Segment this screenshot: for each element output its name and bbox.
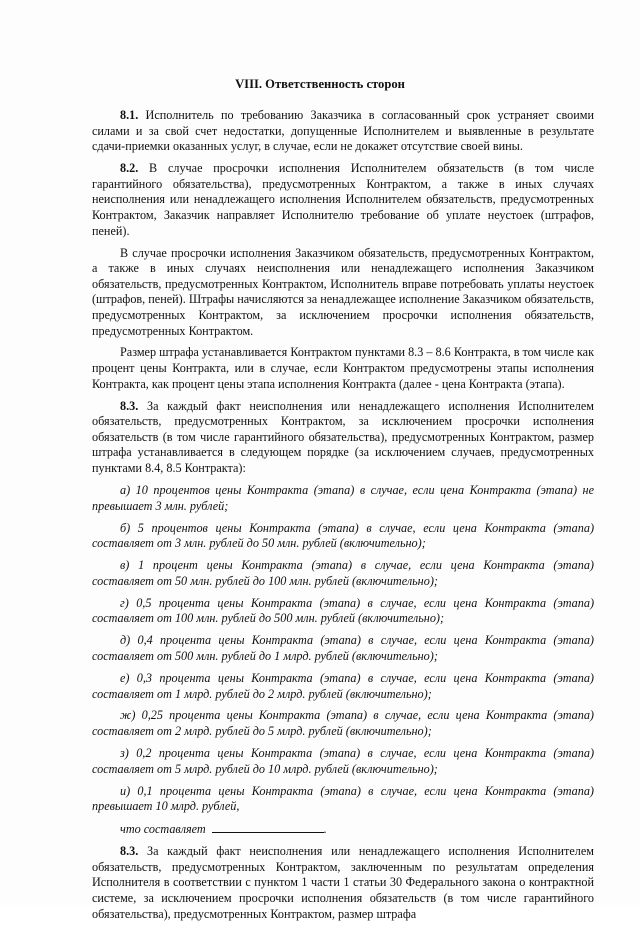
- clause-number: 8.3.: [120, 844, 139, 859]
- section-heading: VIII. Ответственность сторон: [235, 77, 405, 91]
- paragraph-8-3: [92, 399, 594, 477]
- clause-number: 8.1.: [120, 108, 139, 122]
- paragraph-8-3-second: [92, 844, 594, 922]
- paragraph-fine-size: [92, 345, 594, 392]
- list-item-d: д) 0,4 процента цены Контракта (этапа) в случае, если цена Контракта (этапа) составляет от 500 млн. рублей до 1 млрд. рублей (включительно);: [92, 633, 594, 663]
- total-line: [92, 821, 594, 838]
- total-label: что составляет: [120, 822, 206, 837]
- paragraph-text: В случае просрочки исполнения Исполнителем обязательств (в том числе гарантийного обязательства), предусмотренных Контрактом, а также в иных случаях неисполнения или ненадлежащего исполнения Исполнителем обязательств, предусмотренных Контрактом, Заказчик направляет Исполнителю требование об уплате неустоек (штрафов, пеней).: [92, 161, 594, 238]
- list-item-z: з) 0,2 процента цены Контракта (этапа) в случае, если цена Контракта (этапа) составляет от 5 млрд. рублей до 10 млрд. рублей (включительно);: [92, 746, 594, 776]
- paragraph-text: Размер штрафа устанавливается Контрактом пунктами 8.3 – 8.6 Контракта, в том числе как процент цены Контракта, или в случае, если Контрактом предусмотрены этапы исполнения Контракта, как процент цены этапа исполнения Контракта (далее - цена Контракта (этапа).: [92, 345, 594, 391]
- paragraph-text: В случае просрочки исполнения Заказчиком обязательств, предусмотренных Контрактом, а также в иных случаях неисполнения или ненадлежащего исполнения Заказчиком обязательств, предусмотренных Контрактом, Исполнитель вправе потребовать уплаты неустоек (штрафов, пеней). Штрафы начисляются за ненадлежащее исполнение Заказчиком обязательств, предусмотренных Контрактом, за исключением просрочки исполнения обязательств, предусмотренных Контрактом.: [92, 245, 594, 338]
- paragraph-8-2: [92, 161, 594, 239]
- list-item-v: в) 1 процент цены Контракта (этапа) в случае, если цена Контракта (этапа) составляет от 50 млн. рублей до 100 млн. рублей (включительно);: [92, 558, 594, 588]
- blank-fill-line: [212, 821, 324, 833]
- list-item-zh: ж) 0,25 процента цены Контракта (этапа) в случае, если цена Контракта (этапа) составляет от 2 млрд. рублей до 5 млрд. рублей (включительно);: [92, 708, 594, 739]
- paragraph-text: Исполнитель по требованию Заказчика в согласованный срок устраняет своими силами и за свой счет недостатки, допущенные Исполнителем и выявленные в результате сдачи-приемки оказанных услуг, в случае, если не докажет отсутствие своей вины.: [92, 108, 594, 154]
- total-suffix: .: [323, 822, 327, 837]
- list-item-g: г) 0,5 процента цены Контракта (этапа) в случае, если цена Контракта (этапа) составляет от 100 млн. рублей до 500 млн. рублей (включительно);: [92, 595, 594, 626]
- list-item-i: и) 0,1 процента цены Контракта (этапа) в случае, если цена Контракта (этапа) превышает 10 млрд. рублей,: [92, 783, 594, 814]
- clause-number: 8.3.: [120, 398, 139, 413]
- list-item-a: а) 10 процентов цены Контракта (этапа) в случае, если цена Контракта (этапа) не превышает 3 млн. рублей;: [92, 483, 594, 513]
- paragraph-customer-delay: [92, 246, 594, 340]
- paragraph-8-1: [92, 108, 594, 155]
- list-item-e: е) 0,3 процента цены Контракта (этапа) в случае, если цена Контракта (этапа) составляет от 1 млрд. рублей до 2 млрд. рублей (включительно);: [92, 670, 594, 701]
- clause-number: 8.2.: [120, 161, 139, 176]
- paragraph-text: За каждый факт неисполнения или ненадлежащего исполнения Исполнителем обязательств, предусмотренных Контрактом, за исключением просрочки исполнения обязательств (в том числе гарантийного обязательства), предусмотренных Контрактом, размер штрафа устанавливается в следующем порядке (за исключением случаев, предусмотренных пунктами 8.4, 8.5 Контракта):: [92, 398, 594, 476]
- paragraph-text: За каждый факт неисполнения или ненадлежащего исполнения Исполнителем обязательств, предусмотренных Контрактом, заключенным по результатам определения Исполнителя в соответствии с пунктом 1 части 1 статьи 30 Федерального закона о контрактной системе, за исключением просрочки исполнения обязательств (в том числе гарантийного обязательства), предусмотренных Контрактом, размер штрафа: [92, 844, 594, 921]
- list-item-b: б) 5 процентов цены Контракта (этапа) в случае, если цена Контракта (этапа) составляет от 3 млн. рублей до 50 млн. рублей (включительно);: [92, 520, 594, 551]
- document-body: [92, 108, 594, 929]
